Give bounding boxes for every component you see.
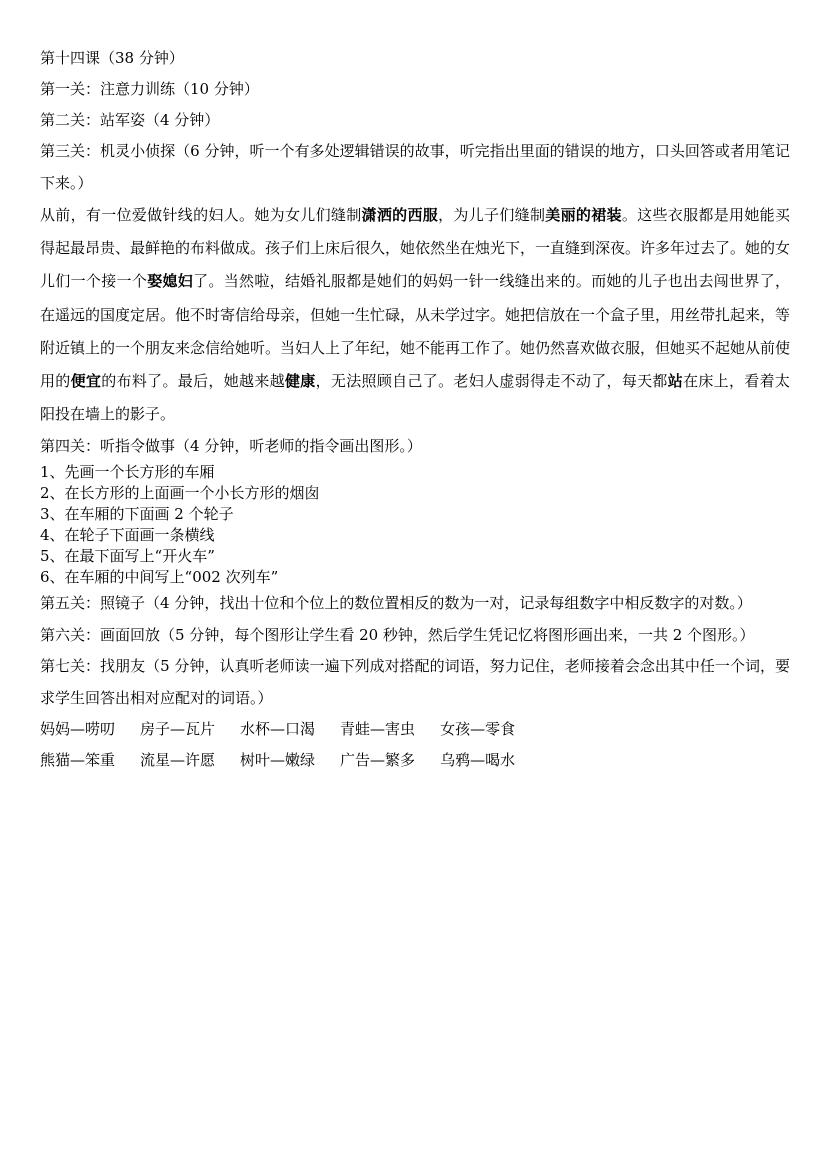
- story-text: 在床上，看着太阳投在墙上的影子。: [40, 372, 790, 424]
- instruction-item: 2、在长方形的上面画一个小长方形的烟囱: [40, 484, 320, 503]
- level-4: 第四关：听指令做事（4 分钟，听老师的指令画出图形。）: [40, 437, 422, 456]
- story-text: 从前，有一位爱做针线的妇人。她为女儿们缝制: [40, 206, 362, 224]
- level-5: 第五关：照镜子（4 分钟，找出十位和个位上的数位置相反的数为一对，记录每组数字中相反数字的对数。）: [40, 594, 752, 613]
- level-1: 第一关：注意力训练（10 分钟）: [40, 80, 259, 98]
- word-pair: 广告—繁多: [340, 751, 416, 770]
- story-error-word: 站: [667, 372, 684, 391]
- story-paragraph: [40, 199, 790, 431]
- level-3: 第三关：机灵小侦探（6 分钟，听一个有多处逻辑错误的故事，听完指出里面的错误的地方，口头回答或者用笔记下来。）: [40, 142, 790, 192]
- story-text: ，无法照顾自己了。老妇人虚弱得走不动了，每天都: [315, 372, 668, 391]
- story-text: ，为儿子们缝制: [438, 206, 546, 224]
- level-2: 第二关：站军姿（4 分钟）: [40, 111, 220, 129]
- level-7: 第七关：找朋友（5 分钟，认真听老师读一遍下列成对搭配的词语，努力记住，老师接着会念出其中任一个词，要求学生回答出相对应配对的词语。）: [40, 657, 790, 707]
- word-pair: 女孩—零食: [440, 720, 516, 739]
- word-pair: 树叶—嫩绿: [240, 751, 316, 770]
- document-content: [40, 43, 790, 776]
- story-error-word: 美丽的裙装: [545, 206, 622, 224]
- word-pairs-row: [40, 745, 790, 776]
- word-pair: 妈妈—唠叨: [40, 720, 116, 739]
- instruction-item: 4、在轮子下面画一条横线: [40, 526, 215, 545]
- instruction-item: 6、在车厢的中间写上“002 次列车”: [40, 568, 279, 587]
- story-text: 的布料了。最后，她越来越: [101, 372, 285, 391]
- lesson-title: 第十四课（38 分钟）: [40, 49, 184, 67]
- word-pair: 流星—许愿: [140, 751, 216, 770]
- instruction-item: 3、在车厢的下面画 2 个轮子: [40, 505, 234, 524]
- story-text: 。这些衣服都是用她能买得起最昂贵、最鲜艳的布料做成。孩子们上床后很久，她依然坐在烛光下，一直缝到深夜。许多年过去了。她的女儿们一个接一个: [40, 206, 791, 291]
- story-error-word: 潇洒的西服: [361, 206, 439, 224]
- story-text: 了。当然啦，结婚礼服都是她们的妈妈一针一线缝出来的。而她的儿子也出去闯世界了，在遥远的国度定居。他不时寄信给母亲，但她一生忙碌，从未学过字。她把信放在一个盒子里，用丝带扎起来，等附近镇上的一个朋友来念信给她听。当妇人上了年纪，她不能再工作了。她仍然喜欢做衣服，但她买不起她从前使用的: [40, 272, 791, 391]
- instruction-list: [40, 462, 790, 588]
- story-error-word: 便宜: [70, 372, 102, 391]
- word-pair: 水杯—口渴: [240, 720, 316, 739]
- word-pair: 乌鸦—喝水: [440, 751, 516, 770]
- level-6: 第六关：画面回放（5 分钟，每个图形让学生看 20 秒钟，然后学生凭记忆将图形画出来，一共 2 个图形。）: [40, 625, 755, 644]
- word-pair: 房子—瓦片: [140, 720, 216, 739]
- instruction-item: 5、在最下面写上“开火车”: [40, 547, 215, 566]
- story-error-word: 娶媳妇: [147, 272, 194, 291]
- word-pair: 青蛙—害虫: [340, 720, 416, 739]
- instruction-item: 1、先画一个长方形的车厢: [40, 463, 215, 482]
- word-pairs-row: [40, 714, 790, 745]
- story-error-word: 健康: [284, 372, 316, 391]
- word-pair: 熊猫—笨重: [40, 751, 116, 770]
